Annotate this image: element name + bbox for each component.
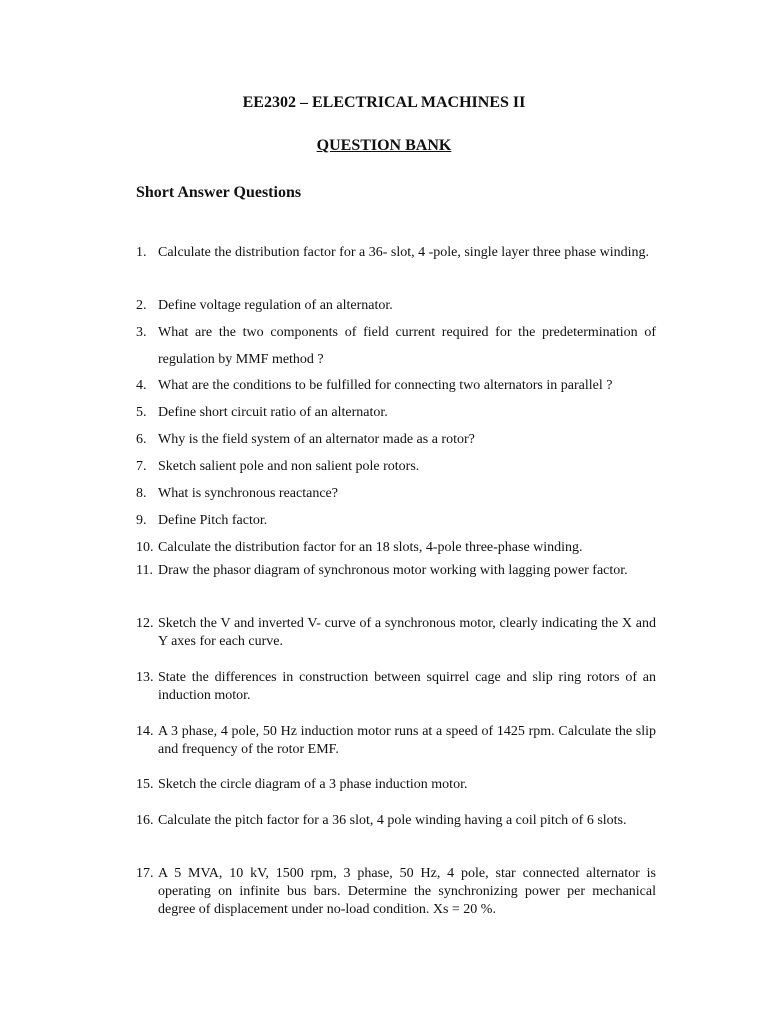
question-number: 14. (136, 724, 154, 739)
question-item (136, 372, 656, 399)
question-item (136, 615, 656, 651)
question-text: What are the conditions to be fulfilled for connecting two alternators in parallel ? (158, 378, 613, 393)
question-item (136, 319, 656, 373)
document-subtitle: QUESTION BANK (316, 137, 452, 154)
question-text: Define Pitch factor. (158, 513, 268, 528)
question-number: 6. (136, 432, 147, 447)
question-text: What is synchronous reactance? (158, 486, 338, 501)
question-item (136, 669, 656, 705)
question-item (136, 453, 656, 480)
question-item (136, 534, 656, 561)
document-title: EE2302 – ELECTRICAL MACHINES II (242, 94, 526, 111)
question-item (136, 562, 656, 580)
question-item (136, 865, 656, 919)
question-text: Define voltage regulation of an alternator. (158, 298, 393, 313)
question-number: 10. (136, 540, 154, 555)
question-text: Calculate the pitch factor for a 36 slot, 4 pole winding having a coil pitch of 6 slots. (158, 813, 627, 828)
section-heading: Short Answer Questions (136, 184, 302, 201)
question-number: 5. (136, 405, 147, 420)
question-item (136, 507, 656, 534)
question-text: Draw the phasor diagram of synchronous motor working with lagging power factor. (158, 563, 628, 578)
question-text: Sketch the circle diagram of a 3 phase induction motor. (158, 777, 468, 792)
question-item (136, 292, 656, 319)
question-item (136, 399, 656, 426)
question-item (136, 776, 656, 794)
question-number: 11. (136, 563, 153, 578)
question-text: Sketch the V and inverted V- curve of a synchronous motor, clearly indicating the X and Y axes for each curve. (158, 616, 656, 649)
question-number: 16. (136, 813, 154, 828)
question-item (136, 723, 656, 759)
question-number: 7. (136, 459, 147, 474)
question-text: Why is the field system of an alternator made as a rotor? (158, 432, 475, 447)
question-number: 3. (136, 325, 147, 340)
question-text: State the differences in construction between squirrel cage and slip ring rotors of an induction motor. (158, 670, 656, 703)
question-number: 17. (136, 866, 154, 881)
question-text: A 5 MVA, 10 kV, 1500 rpm, 3 phase, 50 Hz, 4 pole, star connected alternator is operating on infinite bus bars. Determine the synchronizing power per mechanical degree of displacement under no-load condition. Xs = 20 %. (158, 866, 656, 917)
question-number: 9. (136, 513, 147, 528)
question-item (136, 426, 656, 453)
question-number: 13. (136, 670, 154, 685)
question-text: Define short circuit ratio of an alternator. (158, 405, 388, 420)
question-number: 15. (136, 777, 154, 792)
question-text: Calculate the distribution factor for an 18 slots, 4-pole three-phase winding. (158, 540, 583, 555)
question-item (136, 812, 656, 830)
question-number: 12. (136, 616, 154, 631)
question-number: 1. (136, 245, 147, 260)
question-number: 8. (136, 486, 147, 501)
question-number: 4. (136, 378, 147, 393)
question-number: 2. (136, 298, 147, 313)
question-text: What are the two components of field current required for the predetermination of regulation by MMF method ? (158, 325, 656, 367)
question-text: Calculate the distribution factor for a 36- slot, 4 -pole, single layer three phase winding. (158, 245, 650, 260)
question-item (136, 239, 656, 266)
question-text: Sketch salient pole and non salient pole rotors. (158, 459, 420, 474)
question-text: A 3 phase, 4 pole, 50 Hz induction motor runs at a speed of 1425 rpm. Calculate the slip and frequency of the rotor EMF. (158, 724, 656, 757)
question-item (136, 480, 656, 507)
